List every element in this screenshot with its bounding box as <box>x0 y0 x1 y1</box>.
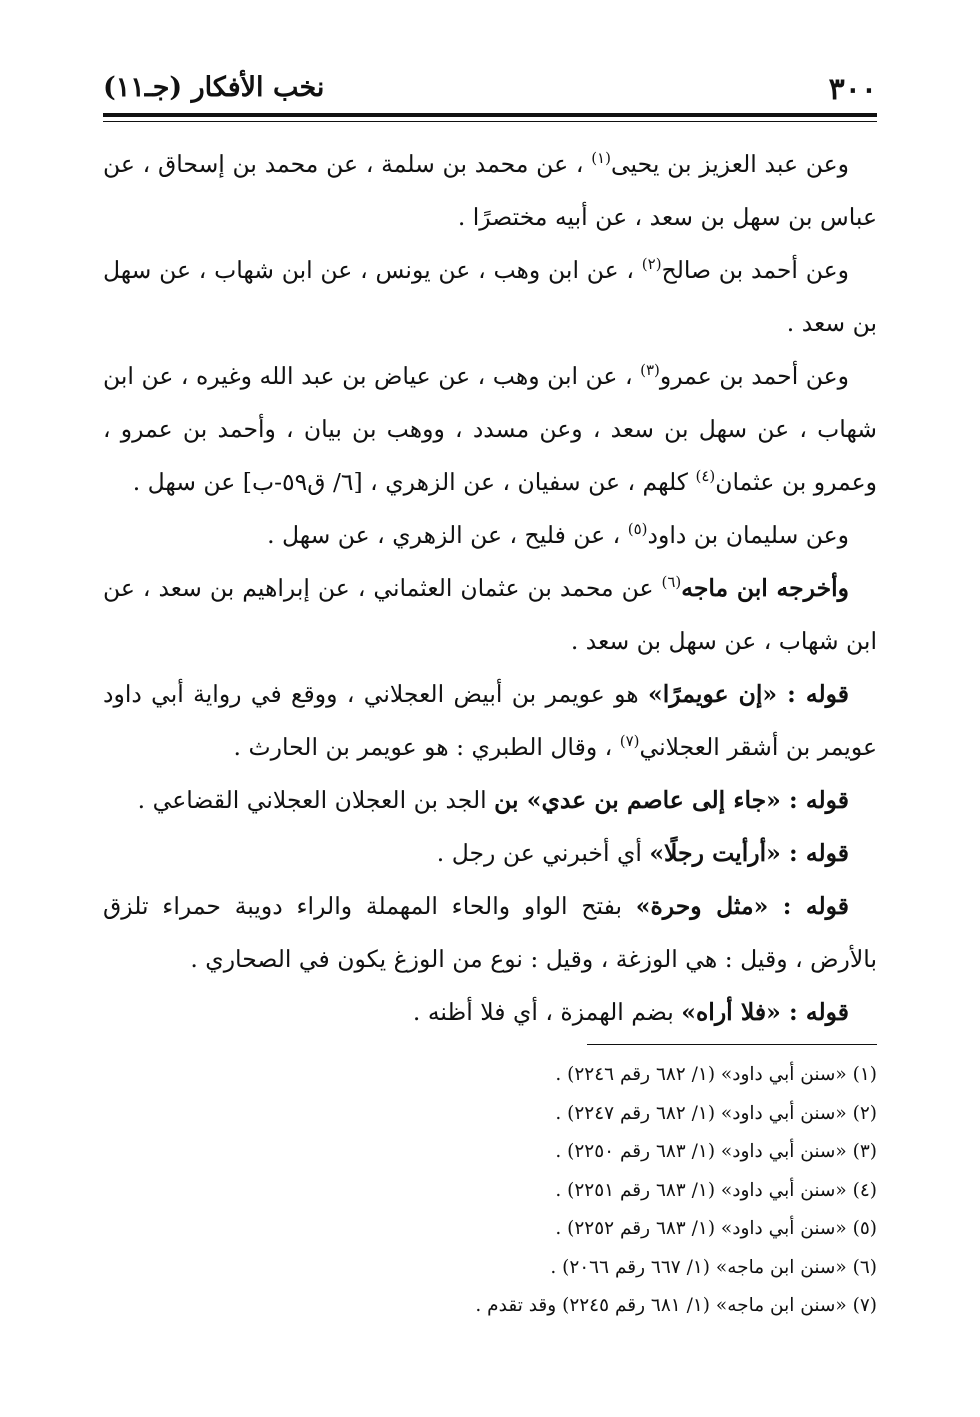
lead-phrase: وأخرجه ابن ماجه <box>681 574 849 602</box>
footnote-ref-5: (٥) <box>627 520 648 539</box>
text: وعن عبد العزيز بن يحيى <box>610 150 850 178</box>
paragraph-3 <box>103 350 877 509</box>
text: أي أخبرني عن رجل . <box>436 839 650 867</box>
text: بفتح الواو والحاء المهملة والراء دويبة حمراء تلزق بالأرض ، وقيل : هي الوزغة ، وقيل : نوع من الوزغ يكون في الصحاري . <box>103 892 877 973</box>
paragraph-4 <box>103 509 877 562</box>
text: عن محمد بن عثمان العثماني ، عن إبراهيم بن سعد ، عن ابن شهاب ، عن سهل بن سعد . <box>103 574 877 655</box>
footnote-2: (٢) «سنن أبي داود» (١/ ٦٨٢ رقم ٢٢٤٧) . <box>555 1102 877 1124</box>
page-header <box>103 72 877 112</box>
text: ، وقال الطبري : هو عويمر بن الحارث . <box>233 733 620 761</box>
text: ، عن ابن وهب ، عن عياض بن عبد الله وغيره ، عن ابن شهاب ، عن سهل بن سعد ، وعن مسدد ، ووهب بن بيان ، وأحمد بن عمرو ، وعمرو بن عثمان <box>103 362 877 496</box>
text: ، عن ابن وهب ، عن يونس ، عن ابن شهاب ، عن سهل بن سعد . <box>103 256 877 337</box>
footnote-ref-3: (٣) <box>640 361 660 380</box>
paragraph-6 <box>103 668 877 774</box>
page-number: ٣٠٠ <box>828 72 877 107</box>
footnote-ref-4: (٤) <box>695 467 716 486</box>
footnote-ref-7: (٧) <box>619 732 640 751</box>
paragraph-5 <box>103 562 877 668</box>
text: وعن أحمد بن صالح <box>661 256 849 284</box>
footnote-ref-6: (٦) <box>661 573 682 592</box>
footnotes <box>103 1056 877 1326</box>
paragraph-9 <box>103 880 877 986</box>
running-title: نخب الأفكار (جـ١١) <box>103 72 325 103</box>
footnote-6: (٦) «سنن ابن ماجه» (١/ ٦٦٧ رقم ٢٠٦٦) . <box>550 1256 877 1278</box>
paragraph-7 <box>103 774 877 827</box>
text: ، عن فليح ، عن الزهري ، عن سهل . <box>267 521 628 549</box>
footnote-separator <box>587 1044 877 1045</box>
text: ، عن محمد بن سلمة ، عن محمد بن إسحاق ، عن عباس بن سهل بن سعد ، عن أبيه مختصرًا . <box>103 150 877 231</box>
lead-phrase: قوله : «جاء إلى عاصم بن عدي» بن <box>494 786 849 814</box>
paragraph-1 <box>103 138 877 244</box>
header-rule-thick <box>103 113 877 117</box>
header-rule-thin <box>103 121 877 122</box>
footnote-ref-1: (١) <box>591 149 611 168</box>
lead-phrase: قوله : «إن عويمرًا» <box>648 680 849 708</box>
text: بضم الهمزة ، أي فلا أظنه . <box>412 998 682 1026</box>
lead-phrase: قوله : «أرأيت رجلًا» <box>649 839 849 867</box>
main-text <box>103 138 877 1039</box>
paragraph-8 <box>103 827 877 880</box>
footnote-4: (٤) «سنن أبي داود» (١/ ٦٨٣ رقم ٢٢٥١) . <box>555 1179 877 1201</box>
lead-phrase: قوله : «مثل وحرة» <box>635 892 850 920</box>
lead-phrase: قوله : «فلا أراه» <box>681 998 849 1026</box>
paragraph-10 <box>103 986 877 1039</box>
text: كلهم ، عن سفيان ، عن الزهري ، [٦/ ق٥٩-ب] عن سهل . <box>132 468 696 496</box>
text: هو عويمر بن أبيض العجلاني ، ووقع في رواية أبي داود عويمر بن أشقر العجلاني <box>103 680 877 761</box>
footnote-ref-2: (٢) <box>641 255 662 274</box>
footnote-7: (٧) «سنن ابن ماجه» (١/ ٦٨١ رقم ٢٢٤٥) وقد تقدم . <box>475 1295 877 1316</box>
paragraph-2 <box>103 244 877 350</box>
footnote-1: (١) «سنن أبي داود» (١/ ٦٨٢ رقم ٢٢٤٦) . <box>555 1064 877 1085</box>
text: الجد بن العجلان العجلاني القضاعي . <box>137 786 495 814</box>
text: وعن أحمد بن عمرو <box>659 362 849 390</box>
footnote-3: (٣) «سنن أبي داود» (١/ ٦٨٣ رقم ٢٢٥٠) . <box>555 1141 877 1162</box>
text: وعن سليمان بن داود <box>647 521 849 549</box>
footnote-5: (٥) «سنن أبي داود» (١/ ٦٨٣ رقم ٢٢٥٢) . <box>555 1218 877 1239</box>
